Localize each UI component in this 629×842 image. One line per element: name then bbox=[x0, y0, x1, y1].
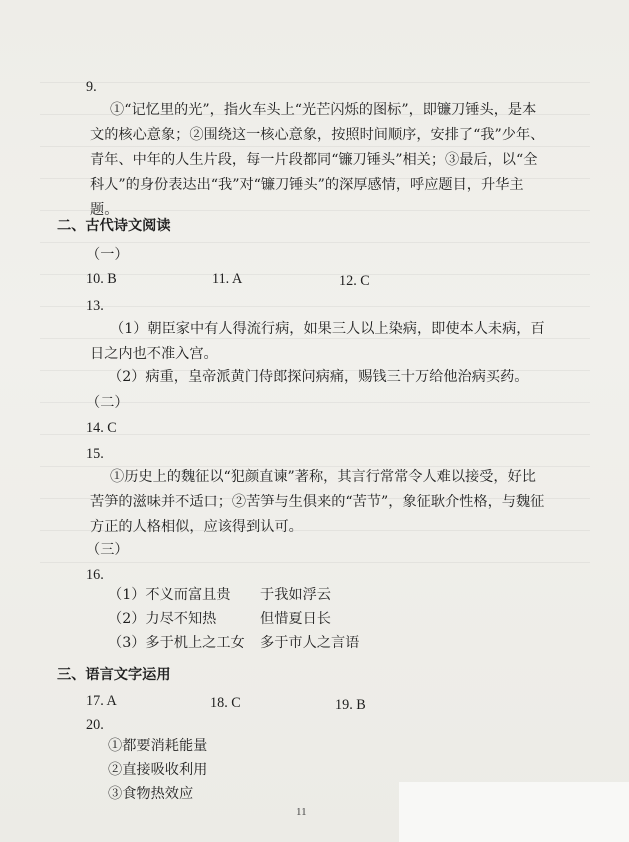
q20-label: 20. bbox=[86, 717, 104, 733]
q13-answer-1: （1）朝臣家中有人得流行病，如果三人以上染病，即使本人未病，百日之内也不准入宫。 bbox=[90, 321, 545, 362]
q10-answer: 10. B bbox=[86, 271, 117, 287]
q16-label: 16. bbox=[86, 567, 104, 583]
q16-row-2-first: （2）力尽不知热 bbox=[108, 611, 217, 627]
white-corner-patch bbox=[399, 782, 629, 842]
q9-label: 9. bbox=[86, 79, 97, 95]
page-number: 11 bbox=[296, 806, 307, 818]
section-title-language: 三、语言文字运用 bbox=[57, 667, 171, 683]
q13-label: 13. bbox=[86, 298, 104, 314]
q16-row-3-first: （3）多于机上之工女 bbox=[108, 635, 245, 651]
q15-label: 15. bbox=[86, 446, 104, 462]
section-title-classical: 二、古代诗文阅读 bbox=[57, 218, 171, 234]
q20-item-1: ①都要消耗能量 bbox=[108, 738, 208, 754]
q20-item-2: ②直接吸收利用 bbox=[108, 762, 208, 778]
q16-row-2-second: 但惜夏日长 bbox=[260, 611, 331, 627]
part-two-label: （二） bbox=[86, 395, 129, 411]
part-three-label: （三） bbox=[86, 542, 129, 558]
q20-item-3: ③食物热效应 bbox=[108, 786, 194, 802]
q16-row-3-second: 多于市人之言语 bbox=[260, 635, 360, 651]
q18-answer: 18. C bbox=[210, 695, 241, 711]
q19-answer: 19. B bbox=[335, 697, 366, 713]
q16-row-1-second: 于我如浮云 bbox=[260, 587, 331, 603]
q12-answer: 12. C bbox=[339, 273, 370, 289]
q13-answer-2: （2）病重，皇帝派黄门侍郎探问病痛，赐钱三十万给他治病买药。 bbox=[108, 369, 529, 385]
q11-answer: 11. A bbox=[212, 271, 243, 287]
q15-answer: ①历史上的魏征以“犯颜直谏”著称，其言行常常令人难以接受，好比苦笋的滋味并不适口；②苦笋与生俱来的“苦节”，象征耿介性格，与魏征方正的人格相似，应该得到认可。 bbox=[90, 469, 545, 535]
q16-row-1-first: （1）不义而富且贵 bbox=[108, 587, 231, 603]
q14-answer: 14. C bbox=[86, 420, 117, 436]
q17-answer: 17. A bbox=[86, 693, 117, 709]
q9-answer: ①“记忆里的光”，指火车头上“光芒闪烁的图标”，即镰刀锤头，是本文的核心意象；②围绕这一核心意象，按照时间顺序，安排了“我”少年、青年、中年的人生片段，每一片段都同“镰刀锤头”相关；③最后，以“全科人”的身份表达出“我”对“镰刀锤头”的深厚感情，呼应题目，升华主题。 bbox=[90, 102, 545, 218]
part-one-label: （一） bbox=[86, 247, 129, 263]
